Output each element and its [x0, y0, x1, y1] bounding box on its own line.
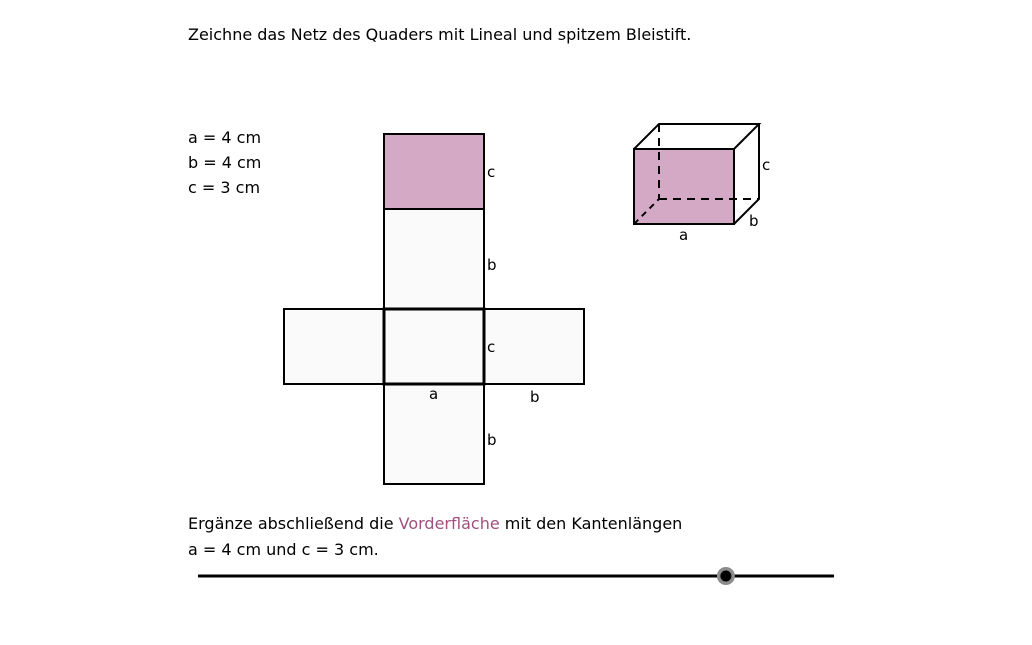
net-center-face — [384, 309, 484, 384]
cuboid-front-face — [634, 149, 734, 224]
task-text-line2: a = 4 cm und c = 3 cm. — [188, 540, 379, 559]
dimension-a: a = 4 cm — [188, 128, 262, 147]
net-label-center-c: c — [487, 338, 496, 356]
net-right-face — [484, 309, 584, 384]
cuboid-side-edges — [734, 124, 759, 224]
net-label-lower-b: b — [487, 431, 497, 449]
cuboid-label-b: b — [749, 212, 759, 230]
cuboid-3d — [634, 124, 770, 244]
net-top-face — [384, 134, 484, 209]
dimension-c: c = 3 cm — [188, 178, 261, 197]
slider[interactable] — [198, 567, 834, 585]
net-upper-face — [384, 209, 484, 309]
cuboid-net — [284, 134, 584, 484]
slider-handle[interactable] — [720, 571, 731, 582]
task-text-line1 — [188, 512, 682, 536]
task-highlight-front-face: Vorderfläche — [398, 514, 500, 533]
task-part1: Ergänze abschließend die — [188, 514, 399, 533]
net-left-face — [284, 309, 384, 384]
cuboid-label-c: c — [762, 156, 771, 174]
instruction-text: Zeichne das Netz des Quaders mit Lineal und spitzem Bleistift. — [188, 25, 692, 44]
net-label-top-c: c — [487, 163, 496, 181]
net-label-upper-b: b — [487, 256, 497, 274]
net-label-center-a: a — [429, 385, 439, 403]
cuboid-top-edges — [634, 124, 759, 149]
task-part2: mit den Kantenlängen — [499, 514, 683, 533]
cuboid-label-a: a — [679, 226, 689, 244]
net-label-right-b: b — [530, 388, 540, 406]
dimension-b: b = 4 cm — [188, 153, 262, 172]
